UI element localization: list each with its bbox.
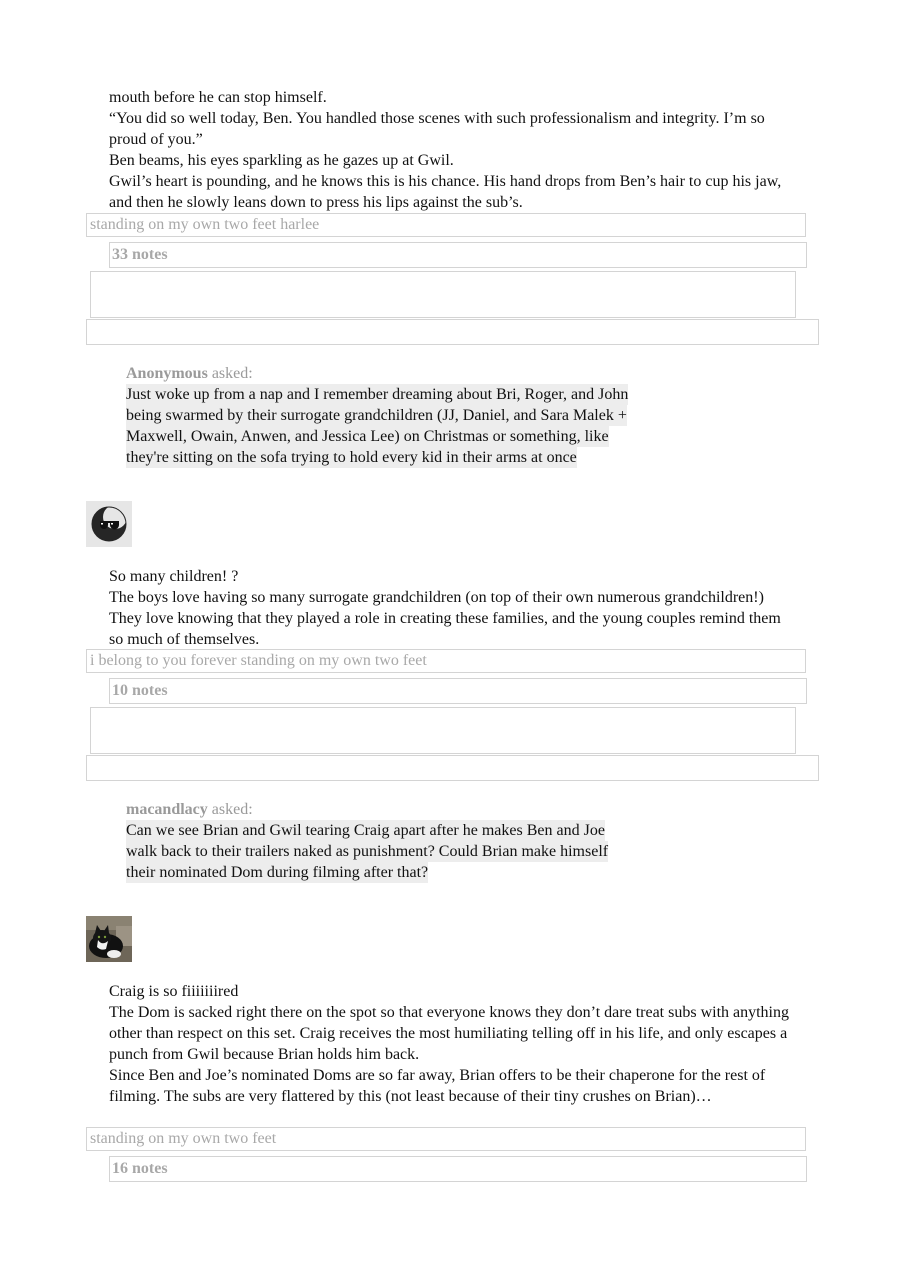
post2-notes-count[interactable]: 10 notes	[109, 678, 807, 704]
post1-paragraph-1: mouth before he can stop himself.	[109, 89, 327, 106]
sunglasses-moon-icon[interactable]	[86, 501, 132, 547]
question-line: walk back to their trailers naked as punishment? Could Brian make himself	[126, 843, 609, 860]
question-line: Maxwell, Owain, Anwen, and Jessica Lee) on Christmas or something, like	[126, 428, 609, 445]
post2-divider-box	[86, 755, 819, 781]
post3-paragraph-3: Since Ben and Joe’s nominated Doms are so far away, Brian offers to be their chaperone for the rest of filming. The subs are very flattered by this (not least because of their tiny crushes on Brian)…	[109, 1067, 766, 1105]
post3-body	[109, 981, 799, 1107]
post3-ask	[126, 799, 726, 883]
post3-paragraph-2: The Dom is sacked right there on the spot so that everyone knows they don’t dare treat subs with anything other than respect on this set. Craig receives the most humiliating telling off in his life, and only escapes a punch from Gwil because Brian holds him back.	[109, 1004, 789, 1063]
question-line: Can we see Brian and Gwil tearing Craig apart after he makes Ben and Joe	[126, 822, 605, 839]
tag-link[interactable]: harlee	[280, 216, 320, 233]
post1-paragraph-3: Ben beams, his eyes sparkling as he gazes up at Gwil.	[109, 152, 454, 169]
post3-paragraph-1: Craig is so fiiiiiiired	[109, 983, 239, 1000]
post1-tags	[86, 213, 806, 237]
ask-header	[126, 799, 726, 820]
asker-name[interactable]: Anonymous	[126, 365, 208, 382]
post2-paragraph-2: The boys love having so many surrogate grandchildren (on top of their own numerous grandchildren!) They love knowing that they played a role in creating these families, and the young couples remind them so much of themselves.	[109, 589, 781, 648]
ask-header	[126, 363, 726, 384]
post1-paragraph-4: Gwil’s heart is pounding, and he knows this is his chance. His hand drops from Ben’s hair to cup his jaw, and then he slowly leans down to press his lips against the sub’s.	[109, 173, 782, 211]
post3-tags	[86, 1127, 806, 1151]
question-line: Just woke up from a nap and I remember dreaming about Bri, Roger, and John	[126, 386, 629, 403]
post1-paragraph-2: “You did so well today, Ben. You handled those scenes with such professionalism and integrity. I’m so proud of you.”	[109, 110, 765, 148]
question-line: being swarmed by their surrogate grandchildren (JJ, Daniel, and Sara Malek +	[126, 407, 627, 424]
tag-link[interactable]: i belong to you forever	[90, 652, 237, 669]
post2-ask	[126, 363, 726, 468]
post1-divider-box	[86, 319, 819, 345]
tag-link[interactable]: standing on my own two feet	[240, 652, 427, 669]
asked-label: asked:	[211, 801, 253, 818]
post2-footer-box	[90, 707, 796, 754]
post3-notes-count[interactable]: 16 notes	[109, 1156, 807, 1182]
post2-body	[109, 566, 799, 650]
post1-body	[109, 87, 799, 213]
post1-notes-count[interactable]: 33 notes	[109, 242, 807, 268]
post1-footer-box	[90, 271, 796, 318]
tag-link[interactable]: standing on my own two feet	[90, 1130, 277, 1147]
asked-label: asked:	[211, 365, 253, 382]
post2-tags	[86, 649, 806, 673]
tag-link[interactable]: standing on my own two feet	[90, 216, 277, 233]
asker-name[interactable]: macandlacy	[126, 801, 208, 818]
question-line: their nominated Dom during filming after that?	[126, 864, 429, 881]
question-line: they're sitting on the sofa trying to hold every kid in their arms at once	[126, 449, 577, 466]
post2-paragraph-1: So many children! ?	[109, 568, 239, 585]
cat-photo-icon[interactable]	[86, 916, 132, 962]
